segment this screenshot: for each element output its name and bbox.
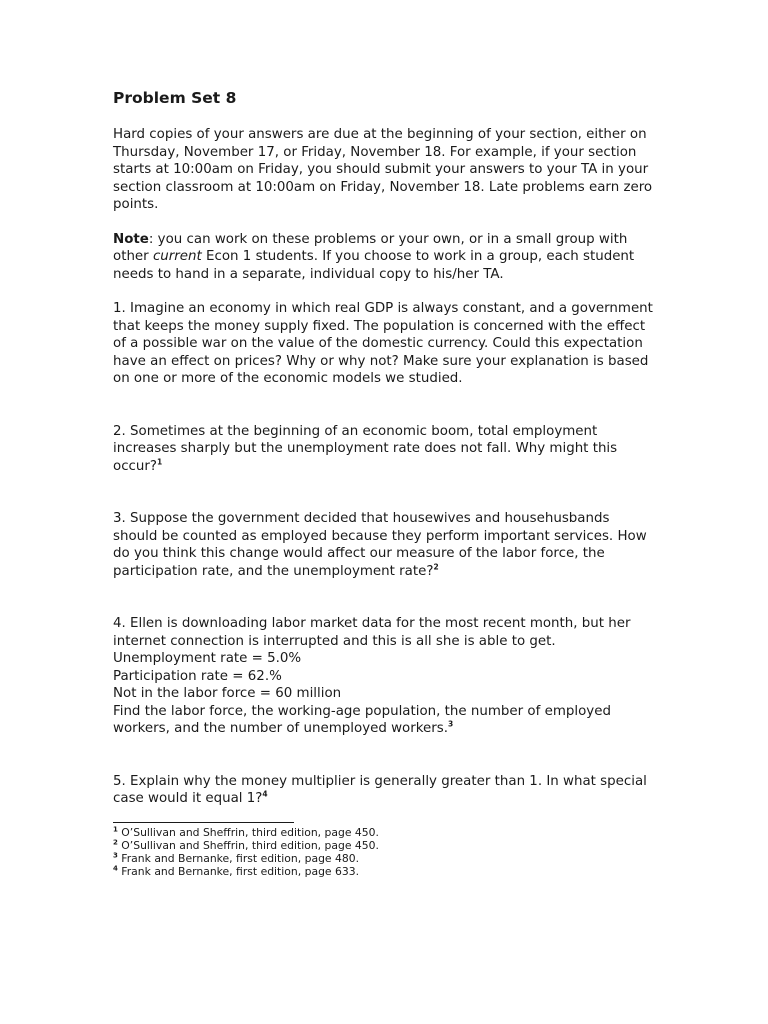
footnote-4-number: 4 [113,864,118,873]
footnote-1-number: 1 [113,824,118,833]
question-4 [113,615,658,738]
question-4-participation-rate: Participation rate = 62.% [113,668,282,684]
footnote-2-number: 2 [113,838,118,847]
footnote-2-text: O’Sullivan and Sheffrin, third edition, page 450. [117,838,379,852]
question-4-unemployment-rate: Unemployment rate = 5.0% [113,651,302,666]
question-4-task: Find the labor force, the working-age population, the number of employed workers, and the number of unemployed workers. [113,703,611,736]
footnote-3-text: Frank and Bernanke, first edition, page 480. [117,851,360,865]
footnote-3 [113,852,658,865]
footnote-ref-3: 3 [448,719,454,729]
footnote-3-number: 3 [113,851,118,860]
question-3 [113,510,658,580]
footnote-4 [113,865,658,878]
document-page [113,88,658,878]
footnote-ref-1: 1 [157,457,163,467]
note-paragraph [113,231,658,284]
question-4-intro: 4. Ellen is downloading labor market data for the most recent month, but her internet connection is interrupted and this is all she is able to get. [113,616,631,649]
footnote-2 [113,839,658,852]
note-emphasis: current [152,249,202,264]
footnote-ref-4: 4 [262,789,268,799]
question-4-not-in-labor-force: Not in the labor force = 60 million [113,686,342,701]
intro-paragraph: Hard copies of your answers are due at the beginning of your section, either on Thursday, November 17, or Friday, November 18. For example, if your section starts at 10:00am on Friday, you should submit your answers to your TA in your section classroom at 10:00am on Friday, November 18. Late problems earn zero points. [113,127,653,212]
question-5-text: 5. Explain why the money multiplier is generally greater than 1. In what special case would it equal 1? [113,773,647,806]
footnote-1-text: O’Sullivan and Sheffrin, third edition, page 450. [117,825,379,839]
question-3-text: 3. Suppose the government decided that housewives and househusbands should be counted as employed because they perform important services. How do you think this change would affect our measure of the labor force, the participation rate, and the unemployment rate? [113,511,647,579]
question-2 [113,423,658,476]
note-text-b: Econ 1 students. If you choose to work in a group, each student needs to hand in a separate, individual copy to his/her TA. [113,249,635,282]
question-2-text: 2. Sometimes at the beginning of an economic boom, total employment increases sharply but the unemployment rate does not fall. Why might this occur? [113,423,618,474]
note-text-a: : you can work on these problems or your own, or in a small group with other [113,231,628,264]
footnote-divider [113,822,294,823]
footnote-1 [113,826,658,839]
note-label: Note [113,231,149,247]
page-title: Problem Set 8 [113,89,237,107]
question-1: 1. Imagine an economy in which real GDP is always constant, and a government that keeps the money supply fixed. The population is concerned with the effect of a possible war on the value of the domestic currency. Could this expectation have an effect on prices? Why or why not? Make sure your explanation is based on one or more of the economic models we studied. [113,301,653,386]
footnote-4-text: Frank and Bernanke, first edition, page 633. [117,865,360,879]
footnotes [113,826,658,879]
question-5 [113,773,658,808]
footnote-ref-2: 2 [433,562,439,572]
